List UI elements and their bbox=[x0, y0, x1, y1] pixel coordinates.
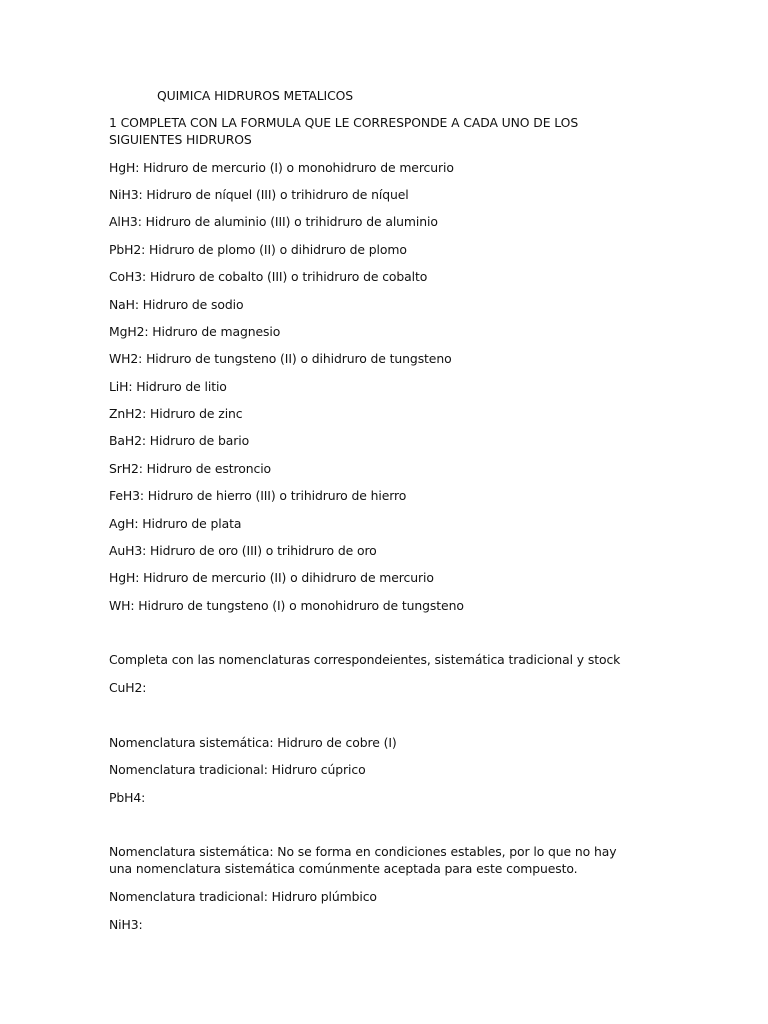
hydride-item: AuH3: Hidruro de oro (III) o trihidruro de oro bbox=[109, 543, 377, 558]
instruction-1: 1 COMPLETA CON LA FORMULA QUE LE CORRESPONDE A CADA UNO DE LOS SIGUIENTES HIDRUROS bbox=[109, 115, 579, 147]
hydride-item: SrH2: Hidruro de estroncio bbox=[109, 461, 272, 476]
hydride-item: BaH2: Hidruro de bario bbox=[109, 433, 250, 448]
instruction-2: Completa con las nomenclaturas correspondeientes, sistemática tradicional y stock bbox=[109, 652, 621, 667]
hydride-item: WH2: Hidruro de tungsteno (II) o dihidruro de tungsteno bbox=[109, 351, 452, 366]
pbh4-tradicional: Nomenclatura tradicional: Hidruro plúmbico bbox=[109, 889, 377, 904]
hydride-item: CoH3: Hidruro de cobalto (III) o trihidruro de cobalto bbox=[109, 269, 428, 284]
cuh2-tradicional: Nomenclatura tradicional: Hidruro cúprico bbox=[109, 762, 366, 777]
hydride-item: LiH: Hidruro de litio bbox=[109, 379, 227, 394]
hydride-item: WH: Hidruro de tungsteno (I) o monohidruro de tungsteno bbox=[109, 598, 464, 613]
hydride-item: HgH: Hidruro de mercurio (II) o dihidruro de mercurio bbox=[109, 570, 434, 585]
formula-nih3: NiH3: bbox=[109, 917, 143, 932]
hydride-item: AgH: Hidruro de plata bbox=[109, 516, 242, 531]
pbh4-sistematica: Nomenclatura sistemática: No se forma en condiciones estables, por lo que no hay una nomenclatura sistemática comúnmente aceptada para este compuesto. bbox=[109, 844, 617, 876]
formula-cuh2: CuH2: bbox=[109, 680, 147, 695]
hydride-item: NiH3: Hidruro de níquel (III) o trihidruro de níquel bbox=[109, 187, 409, 202]
hydride-item: MgH2: Hidruro de magnesio bbox=[109, 324, 281, 339]
hydride-item: NaH: Hidruro de sodio bbox=[109, 297, 244, 312]
formula-pbh4: PbH4: bbox=[109, 790, 146, 805]
cuh2-sistematica: Nomenclatura sistemática: Hidruro de cobre (I) bbox=[109, 735, 397, 750]
hydride-item: AlH3: Hidruro de aluminio (III) o trihidruro de aluminio bbox=[109, 214, 438, 229]
hydride-item: FeH3: Hidruro de hierro (III) o trihidruro de hierro bbox=[109, 488, 407, 503]
hydride-item: ZnH2: Hidruro de zinc bbox=[109, 406, 243, 421]
hydride-item: PbH2: Hidruro de plomo (II) o dihidruro de plomo bbox=[109, 242, 407, 257]
document-title: QUIMICA HIDRUROS METALICOS bbox=[157, 88, 354, 103]
hydride-item: HgH: Hidruro de mercurio (I) o monohidruro de mercurio bbox=[109, 160, 454, 175]
